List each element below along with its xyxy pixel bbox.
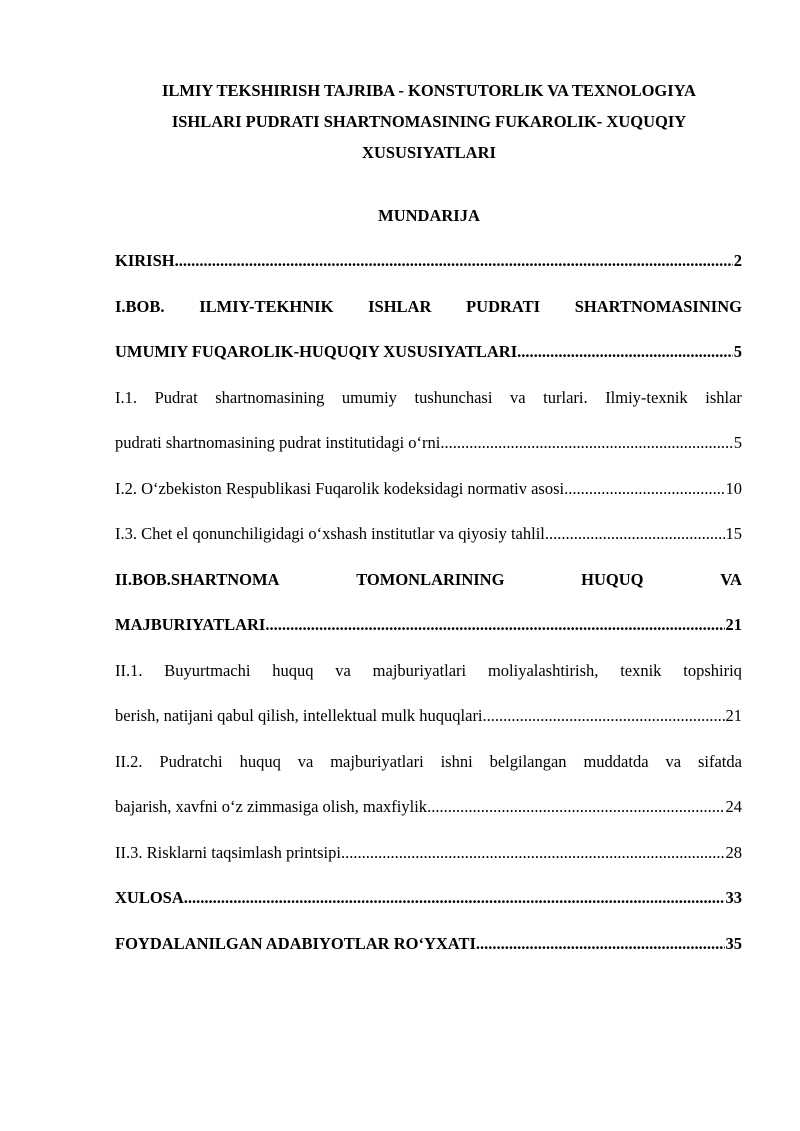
toc-page-number: 33	[725, 888, 742, 907]
toc-entry-adabiyotlar[interactable]	[115, 931, 742, 977]
toc-word: II.BOB.SHARTNOMA	[115, 569, 280, 589]
toc-word: TOMONLARINING	[356, 569, 505, 589]
toc-word: va	[510, 387, 526, 407]
toc-word: shartnomasining	[215, 387, 325, 407]
toc-entry-s2-2-line2[interactable]	[115, 794, 742, 840]
toc-word: II.2.	[115, 751, 143, 771]
toc-entry-kirish[interactable]	[115, 248, 742, 294]
toc-entry-s1-3[interactable]	[115, 521, 742, 567]
dot-leader	[517, 339, 733, 365]
toc-entry-text: pudrati shartnomasining pudrat institutidagi o‘rni	[115, 433, 441, 452]
toc-word: huquq	[239, 751, 281, 771]
title-line-3: XUSUSIYATLARI	[362, 143, 496, 162]
toc-word: turlari.	[543, 387, 588, 407]
title-line-1: ILMIY TEKSHIRISH TAJRIBA - KONSTUTORLIK VA TEXNOLOGIYA	[162, 81, 696, 100]
toc-word: huquq	[272, 660, 314, 680]
toc-word: tushunchasi	[414, 387, 493, 407]
toc-word: belgilangan	[489, 751, 567, 771]
toc-entry-xulosa[interactable]	[115, 885, 742, 931]
dot-leader	[341, 840, 725, 866]
toc-entry-text: FOYDALANILGAN ADABIYOTLAR RO‘YXATI	[115, 933, 476, 953]
toc-page-number: 15	[725, 524, 742, 543]
toc-page-number: 21	[725, 706, 742, 725]
toc-word: sifatda	[697, 751, 742, 771]
toc-word: majburiyatlari	[330, 751, 424, 771]
toc-entry-s2-1-line1[interactable]	[115, 658, 742, 704]
toc-word: va	[335, 660, 351, 680]
toc-entry-text: XULOSA	[115, 888, 184, 907]
dot-leader	[265, 612, 724, 638]
toc-word: va	[665, 751, 682, 771]
title-line-2: ISHLARI PUDRATI SHARTNOMASINING FUKAROLIK- XUQUQIY	[171, 112, 687, 131]
toc-entry-bob1-line2[interactable]	[115, 339, 742, 385]
toc-entry-s1-2[interactable]	[115, 476, 742, 522]
toc-entry-bob2-line1[interactable]	[115, 567, 742, 613]
toc-entry-text: berish, natijani qabul qilish, intellektual mulk huquqlari	[115, 706, 483, 725]
document-title	[100, 75, 758, 168]
toc-entry-s2-2-line1[interactable]	[115, 749, 742, 795]
dot-leader	[545, 521, 725, 547]
toc-page-number: 2	[733, 251, 742, 270]
toc-word: topshiriq	[683, 660, 742, 680]
toc-heading: MUNDARIJA	[378, 206, 480, 225]
toc-entry-text: UMUMIY FUQAROLIK-HUQUQIY XUSUSIYATLARI	[115, 342, 518, 361]
toc-entry-text: I.3. Chet el qonunchiligidagi o‘xshash institutlar va qiyosiy tahlil	[115, 524, 545, 543]
table-of-contents	[115, 248, 742, 976]
dot-leader	[483, 703, 725, 729]
dot-leader	[184, 885, 725, 911]
toc-word: va	[297, 751, 314, 771]
toc-word: ISHLAR	[368, 296, 432, 316]
toc-word: Pudratchi	[159, 751, 223, 771]
toc-word: majburiyatlari	[372, 660, 467, 680]
dot-leader	[440, 430, 732, 456]
toc-word: ILMIY-TEKHNIK	[199, 296, 334, 316]
dot-leader	[476, 931, 725, 957]
toc-word: ishlar	[705, 387, 742, 407]
toc-word: I.1.	[115, 387, 137, 407]
toc-entry-text: MAJBURIYATLARI	[115, 615, 266, 634]
toc-page-number: 10	[725, 478, 742, 498]
toc-entry-text: II.3. Risklarni taqsimlash printsipi	[115, 842, 341, 862]
toc-word: Buyurtmachi	[164, 660, 251, 680]
toc-entry-s2-1-line2[interactable]	[115, 703, 742, 749]
dot-leader	[427, 794, 724, 820]
toc-page-number: 35	[725, 933, 742, 953]
toc-word: VA	[720, 569, 742, 589]
toc-page-number: 5	[733, 433, 742, 452]
toc-word: umumiy	[341, 387, 397, 407]
toc-word: II.1.	[115, 660, 143, 680]
toc-word: ishni	[440, 751, 473, 771]
toc-entry-s1-1-line2[interactable]	[115, 430, 742, 476]
toc-page-number: 21	[725, 615, 742, 634]
toc-entry-text: KIRISH	[115, 251, 175, 270]
toc-page-number: 5	[733, 342, 742, 361]
toc-word: muddatda	[583, 751, 649, 771]
toc-entry-bob2-line2[interactable]	[115, 612, 742, 658]
toc-word: texnik	[620, 660, 662, 680]
toc-word: Pudrat	[154, 387, 198, 407]
dot-leader	[175, 248, 733, 274]
toc-word: moliyalashtirish,	[487, 660, 599, 680]
toc-word: HUQUQ	[581, 569, 644, 589]
toc-entry-text: I.2. O‘zbekiston Respublikasi Fuqarolik kodeksidagi normativ asosi	[115, 478, 565, 498]
toc-word: SHARTNOMASINING	[574, 296, 742, 316]
toc-entry-s2-3[interactable]	[115, 840, 742, 886]
toc-entry-bob1-line1[interactable]	[115, 294, 742, 340]
toc-word: PUDRATI	[466, 296, 541, 316]
toc-page-number: 28	[725, 842, 742, 862]
toc-entry-s1-1-line1[interactable]	[115, 385, 742, 431]
toc-word: I.BOB.	[115, 296, 165, 316]
toc-page-number: 24	[725, 797, 742, 816]
toc-word: Ilmiy-texnik	[605, 387, 688, 407]
toc-entry-text: bajarish, xavfni o‘z zimmasiga olish, maxfiylik	[115, 797, 428, 816]
dot-leader	[564, 476, 724, 502]
